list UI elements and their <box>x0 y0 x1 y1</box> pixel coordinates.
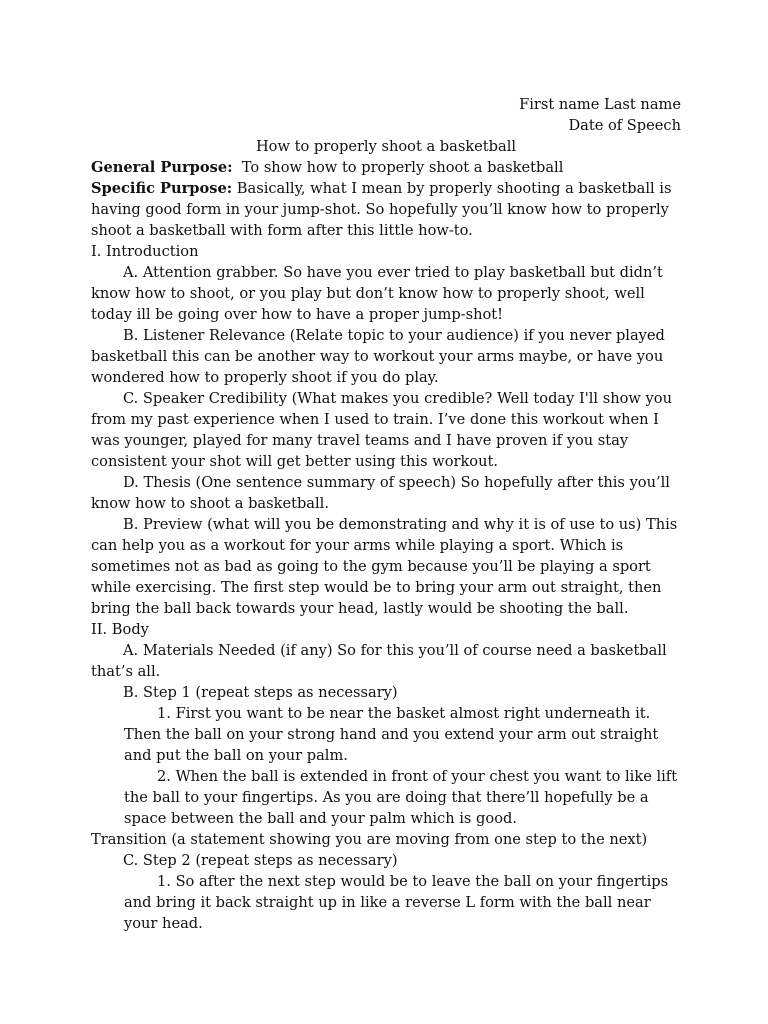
general-purpose <box>91 157 681 178</box>
specific-purpose <box>91 178 681 241</box>
thesis: D. Thesis (One sentence summary of speech) So hopefully after this you’ll know how to shoot a basketball. <box>91 474 670 512</box>
attention-grabber: A. Attention grabber. So have you ever tried to play basketball but didn’t know how to shoot, or you play but don’t know how to properly shoot, well today ill be going over how to have a proper jump-shot! <box>91 264 663 323</box>
specific-purpose-label: Specific Purpose: <box>91 180 233 197</box>
speech-title: How to properly shoot a basketball <box>255 138 517 155</box>
introduction-heading: I. Introduction <box>91 243 199 260</box>
speaker-credibility: C. Speaker Credibility (What makes you credible? Well today I'll show you from my past experience when I used to train. I’ve done this workout when I was younger, played for many travel teams and I have proven if you stay consistent your shot will get better using this workout. <box>91 390 672 470</box>
preview: B. Preview (what will you be demonstrating and why it is of use to us) This can help you as a workout for your arms while playing a sport. Which is sometimes not as bad as going to the gym because you’ll be playing a sport while exercising. The first step would be to bring your arm out straight, then bring the ball back towards your head, lastly would be shooting the ball. <box>91 516 678 617</box>
step1-heading: B. Step 1 (repeat steps as necessary) <box>123 684 398 701</box>
step2-item1: 1. So after the next step would be to leave the ball on your fingertips and bring it back straight up in like a reverse L form with the ball near your head. <box>124 873 669 932</box>
transition: Transition (a statement showing you are moving from one step to the next) <box>91 831 648 848</box>
author-name: First name Last name <box>519 96 681 113</box>
step1-item2: 2. When the ball is extended in front of your chest you want to like lift the ball to your fingertips. As you are doing that there’ll hopefully be a space between the ball and your palm which is good. <box>124 768 678 827</box>
listener-relevance: B. Listener Relevance (Relate topic to your audience) if you never played basketball this can be another way to workout your arms maybe, or have you wondered how to properly shoot if you do play. <box>91 327 665 386</box>
general-purpose-label: General Purpose: <box>91 159 233 176</box>
speech-date: Date of Speech <box>568 117 681 134</box>
document-page <box>91 94 681 934</box>
step1-item1: 1. First you want to be near the basket almost right underneath it. Then the ball on your strong hand and you extend your arm out straight and put the ball on your palm. <box>124 705 659 764</box>
materials-needed: A. Materials Needed (if any) So for this you’ll of course need a basketball that’s all. <box>91 642 667 680</box>
body-heading: II. Body <box>91 621 149 638</box>
general-purpose-text: To show how to properly shoot a basketball <box>232 159 564 176</box>
specific-purpose-text: Basically, what I mean by properly shooting a basketball is having good form in your jump-shot. So hopefully you’ll know how to properly shoot a basketball with form after this little how-to. <box>91 180 672 239</box>
step2-heading: C. Step 2 (repeat steps as necessary) <box>123 852 398 869</box>
